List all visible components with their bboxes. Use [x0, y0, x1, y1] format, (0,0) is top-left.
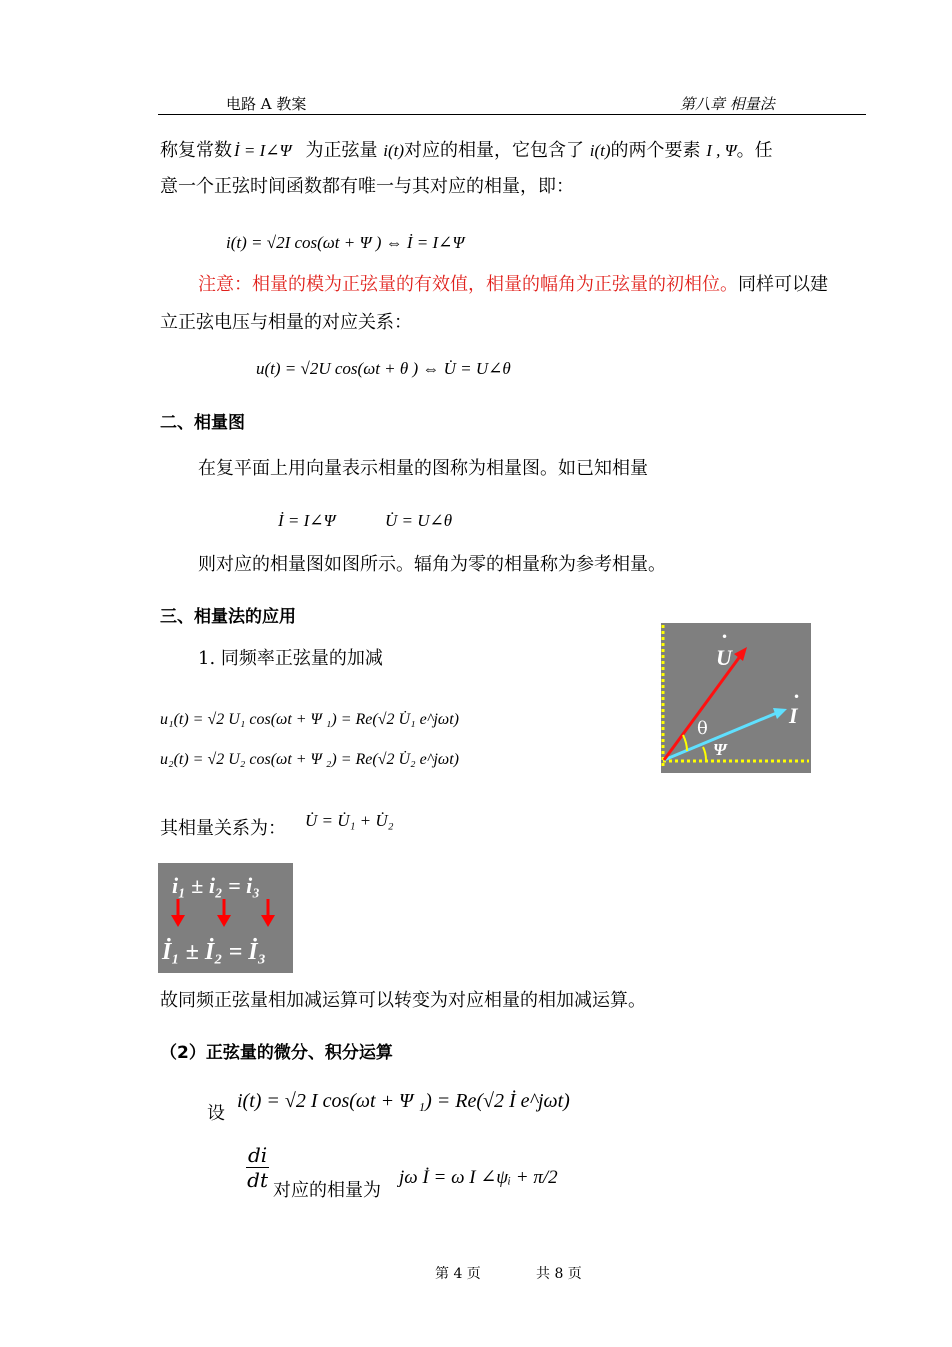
- addition-phasor-domain: İ₁ ± İ₂ = İ₃: [162, 939, 266, 965]
- math-elements: I , Ψ: [706, 141, 737, 160]
- equation-voltage: u(t) = √2U cos(ωt + θ ) ⇔ U̇ = U∠θ: [256, 359, 511, 378]
- label-psi: Ψ: [713, 740, 727, 759]
- text-fragment: 为正弦量: [305, 140, 378, 161]
- equation-u2: u₂(t) = √2 U₂ cos(ωt + Ψ ₂) = Re(√2 U̇₂ e^jωt): [160, 751, 459, 768]
- section-3-item-1: 1. 同频率正弦量的加减: [198, 648, 383, 669]
- equation-u1: u₁(t) = √2 U₁ cos(ωt + Ψ ₁) = Re(√2 U̇₁ e^jωt): [160, 711, 459, 728]
- arrowhead-2: [217, 915, 231, 927]
- label-i-dot: •: [793, 690, 801, 704]
- relation-equation: U̇ = U̇₁ + U̇₂: [305, 811, 394, 830]
- header-rule: [158, 114, 866, 115]
- equation-i: i(t) = √2 I cos(ωt + Ψ ₁) = Re(√2 İ e^jωt): [237, 1090, 570, 1112]
- text-fragment: 对应的相量，它包含了: [404, 140, 585, 161]
- section-2-paragraph-1: 在复平面上用向量表示相量的图称为相量图。如已知相量: [198, 458, 648, 479]
- conclusion-paragraph: 故同频正弦量相加减运算可以转变为对应相量的相加减运算。: [160, 990, 646, 1011]
- footer-page: 第 4 页: [435, 1266, 481, 1282]
- label-theta: θ: [697, 718, 708, 739]
- addition-time-domain: i₁ ± i₂ = i₃: [172, 873, 260, 898]
- paragraph-line-2: 意一个正弦时间函数都有唯一与其对应的相量，即：: [160, 176, 574, 197]
- derivative-fraction: [246, 1143, 269, 1192]
- equation-current: i(t) = √2I cos(ωt + Ψ ) ⇔ İ = I∠Ψ: [226, 233, 465, 252]
- section-2-eq-i: İ = I∠Ψ: [278, 511, 336, 530]
- theta-arc: [683, 735, 687, 751]
- derivative-label: 对应的相量为: [273, 1180, 381, 1201]
- note-line: [198, 274, 828, 296]
- frac-numerator: di: [248, 1143, 268, 1167]
- relation-label: 其相量关系为：: [160, 818, 286, 839]
- phasor-diagram: [661, 623, 811, 773]
- math-it: i(t): [383, 141, 405, 160]
- math-it: i(t): [589, 141, 611, 160]
- label-i: I: [789, 703, 798, 728]
- arrowhead-1: [171, 915, 185, 927]
- text-fragment: 称复常数: [160, 140, 232, 161]
- section-2-title: 二、相量图: [160, 413, 245, 433]
- section-2-eq-u: U̇ = U∠θ: [385, 511, 453, 530]
- paragraph-line-4: 立正弦电压与相量的对应关系：: [160, 312, 412, 333]
- text-fragment: 。任: [736, 140, 773, 161]
- note-black-text: 同样可以建: [738, 274, 828, 295]
- derivative-frac: [246, 1143, 269, 1192]
- header-right: 第八章 相量法: [680, 95, 775, 113]
- paragraph-line-1: [160, 140, 773, 162]
- phasor-u-arrowhead: [734, 647, 747, 661]
- phasor-i-inline: İ = I∠Ψ: [234, 141, 292, 160]
- label-u: U: [716, 645, 732, 670]
- arrowhead-3: [261, 915, 275, 927]
- header-left: 电路 A 教案: [226, 95, 307, 113]
- text-fragment: 的两个要素: [610, 140, 701, 161]
- set-label: 设: [207, 1103, 225, 1124]
- psi-arc: [703, 747, 706, 760]
- footer-total: 共 8 页: [536, 1266, 582, 1282]
- section-3-title: 三、相量法的应用: [160, 607, 296, 627]
- phasor-diagram-svg: [661, 623, 811, 773]
- section-2-paragraph-2: 则对应的相量图如图所示。辐角为零的相量称为参考相量。: [198, 554, 666, 575]
- phasor-addition-svg: [158, 863, 293, 973]
- subsection-2-title: （2）正弦量的微分、积分运算: [160, 1043, 393, 1063]
- frac-denominator: dt: [247, 1168, 269, 1192]
- phasor-i-arrowhead: [773, 708, 787, 719]
- derivative-equation: jω İ = ω I ∠ψᵢ + π/2: [399, 1167, 558, 1188]
- note-red-text: 注意：相量的模为正弦量的有效值，相量的幅角为正弦量的初相位。: [198, 274, 738, 295]
- label-u-dot: •: [721, 630, 729, 644]
- phasor-addition-diagram: [158, 863, 293, 973]
